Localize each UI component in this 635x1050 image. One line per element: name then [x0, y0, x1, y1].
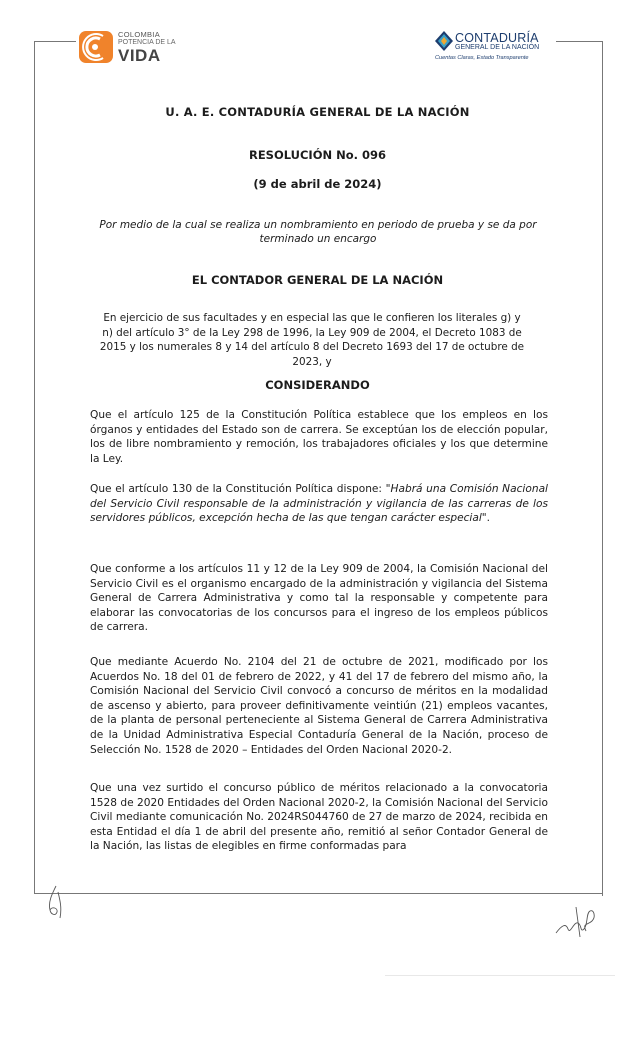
resolution-number: RESOLUCIÓN No. 096 — [248, 148, 387, 162]
paragraph-2-quote: "Habrá una Comisión Nacional del Servicio Civil responsable de la administración y vigilancia de las carreras de los servidores públicos, excepción hecha de las que tengan carácter especial" — [90, 483, 549, 525]
page-frame-top-left — [34, 41, 76, 42]
logo-left-line1: COLOMBIA — [118, 30, 160, 39]
considerando-paragraph-2 — [90, 482, 548, 526]
colombia-potencia-logo — [78, 28, 188, 66]
considerando-paragraph-1: Que el artículo 125 de la Constitución Política establece que los empleos en los órganos y entidades del Estado son de carrera. Se exceptúan los de elección popular, los de libre nombramiento y remoción, los trabajadores oficiales y los que determine la Ley. — [90, 409, 548, 465]
preamble-text: En ejercicio de sus facultades y en especial las que le confieren los literales g) y n) del artículo 3° de la Ley 298 de 1996, la Ley 909 de 2004, el Decreto 1083 de 2015 y los numerales 8 y 14 del artículo 8 del Decreto 1693 del 17 de octubre de 2023, y — [99, 312, 525, 368]
scan-artifact-line — [385, 975, 615, 976]
logo-left-line3: VIDA — [118, 46, 161, 65]
initials-signature-right — [552, 903, 602, 941]
considerando-paragraph-5: Que una vez surtido el concurso público de méritos relacionado a la convocatoria 1528 de 2020 Entidades del Orden Nacional 2020-2, la Comisión Nacional del Servicio Civil mediante comunicación No. 2024RS044760 de 27 de marzo de 2024, recibida en esta Entidad el día 1 de abril del presente año, remitió al señor Contador General de la Nación, las listas de elegibles en firme conformadas para — [90, 782, 548, 853]
authority-title: EL CONTADOR GENERAL DE LA NACIÓN — [191, 273, 444, 287]
considerando-paragraph-4: Que mediante Acuerdo No. 2104 del 21 de octubre de 2021, modificado por los Acuerdos No. 18 del 01 de febrero de 2022, y 41 del 17 de febrero del mismo año, la Comisión Nacional del Servicio Civil convocó a concurso de méritos en la modalidad de ascenso y abierto, para proveer definitivamente veintiún (21) empleos vacantes, de la planta de personal perteneciente al Sistema General de Carrera Administrativa de la Unidad Administrativa Especial Contaduría General de la Nación, proceso de Selección No. 1528 de 2020 – Entidades del Orden Nacional 2020-2. — [90, 656, 548, 756]
page-frame-left — [34, 41, 35, 893]
document-header: U. A. E. CONTADURÍA GENERAL DE LA NACIÓN — [165, 105, 470, 119]
contaduria-logo — [435, 31, 555, 67]
logo-left-line2: POTENCIA DE LA — [118, 39, 176, 46]
paragraph-2-intro: Que el artículo 130 de la Constitución Política dispone: — [90, 483, 386, 495]
page-frame-bottom — [34, 893, 602, 894]
logo-right-slogan: Cuentas Claras, Estado Transparente — [435, 55, 529, 61]
logo-right-subtitle: GENERAL DE LA NACIÓN — [455, 44, 540, 51]
considerando-heading: CONSIDERANDO — [265, 378, 370, 392]
considerando-paragraph-3: Que conforme a los artículos 11 y 12 de la Ley 909 de 2004, la Comisión Nacional del Servicio Civil es el organismo encargado de la administración y vigilancia del Sistema General de Carrera Administrativa y como tal la responsable y competente para elaborar las convocatorias de los concursos para el ingreso de los empleos públicos de carrera. — [90, 563, 548, 634]
paragraph-2-end: . — [486, 512, 491, 525]
page-frame-top-right — [556, 41, 602, 42]
initials-signature-left — [42, 882, 72, 922]
resolution-subject: Por medio de la cual se realiza un nombramiento en periodo de prueba y se da por terminado un encargo — [99, 219, 537, 245]
colombia-potencia-icon — [78, 30, 114, 64]
resolution-date: (9 de abril de 2024) — [253, 177, 382, 191]
page-frame-right — [602, 41, 603, 896]
contaduria-diamond-icon — [435, 31, 453, 51]
logo-right-name: CONTADURÍA — [455, 31, 539, 45]
